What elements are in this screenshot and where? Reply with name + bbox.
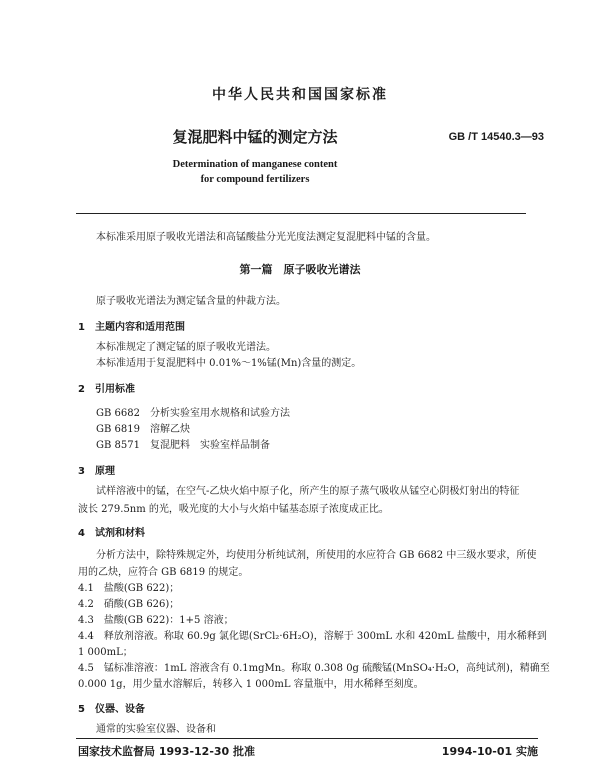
section-2-ref-1: GB 6682 分析实验室用水规格和试验方法 xyxy=(96,408,290,419)
english-title-line-2: for compound fertilizers xyxy=(200,174,310,185)
part-1-title: 第一篇 原子吸收光谱法 xyxy=(239,263,361,276)
section-4-item-4-4-cont: 1 000mL； xyxy=(78,647,133,658)
section-3-heading: 3 原理 xyxy=(78,466,115,477)
document-title: 复混肥料中锰的测定方法 xyxy=(172,128,338,146)
section-3-line-2: 波长 279.5nm 的光，吸光度的大小与火焰中锰基态原子浓度成正比。 xyxy=(78,504,389,515)
section-2-ref-3: GB 8571 复混肥料 实验室样品制备 xyxy=(96,440,270,451)
section-4-item-4-5-cont: 0.000 1g，用少量水溶解后，转移入 1 000mL 容量瓶中，用水稀释至刻度。 xyxy=(78,679,424,690)
approval-date: 国家技术监督局 1993-12-30 批准 xyxy=(78,745,256,758)
national-standard-header: 中华人民共和国国家标准 xyxy=(212,87,388,103)
section-1-line-2: 本标准适用于复混肥料中 0.01%～1%锰(Mn)含量的测定。 xyxy=(96,358,362,369)
part-1-intro: 原子吸收光谱法为测定锰含量的仲裁方法。 xyxy=(96,296,286,307)
scope-intro: 本标准采用原子吸收光谱法和高锰酸盐分光光度法测定复混肥料中锰的含量。 xyxy=(96,232,436,243)
section-4-item-4-3: 4.3 盐酸(GB 622)：1+5 溶液； xyxy=(78,615,234,626)
section-3-line-1: 试样溶液中的锰，在空气-乙炔火焰中原子化，所产生的原子蒸气吸收从锰空心阴极灯射出的特征 xyxy=(96,486,520,497)
section-4-line-1: 分析方法中，除特殊规定外，均使用分析纯试剂，所使用的水应符合 GB 6682 中三级水要求，所使 xyxy=(96,550,537,561)
implementation-date: 1994-10-01 实施 xyxy=(441,745,538,758)
footer-divider xyxy=(76,738,538,739)
section-1-line-1: 本标准规定了测定锰的原子吸收光谱法。 xyxy=(96,342,276,353)
section-4-item-4-2: 4.2 硝酸(GB 626)； xyxy=(78,599,180,610)
header-divider xyxy=(76,213,526,214)
section-4-item-4-1: 4.1 盐酸(GB 622)； xyxy=(78,583,180,594)
section-5-line-1: 通常的实验室仪器、设备和 xyxy=(96,724,216,735)
section-4-item-4-5: 4.5 锰标准溶液：1mL 溶液含有 0.1mgMn。称取 0.308 0g 硫酸锰(MnSO₄·H₂O，高纯试剂)，精确至 xyxy=(78,663,550,674)
standard-number: GB /T 14540.3—93 xyxy=(448,131,544,143)
section-4-heading: 4 试剂和材料 xyxy=(78,528,145,539)
section-4-item-4-4: 4.4 释放剂溶液。称取 60.9g 氯化锶(SrCl₂·6H₂O)，溶解于 300mL 水和 420mL 盐酸中，用水稀释到 xyxy=(78,631,547,642)
section-2-ref-2: GB 6819 溶解乙炔 xyxy=(96,424,190,435)
section-4-line-2: 用的乙炔，应符合 GB 6819 的规定。 xyxy=(78,567,249,578)
english-title-line-1: Determination of manganese content xyxy=(172,159,338,170)
section-5-heading: 5 仪器、设备 xyxy=(78,704,145,715)
section-1-heading: 1 主题内容和适用范围 xyxy=(78,322,185,333)
section-2-heading: 2 引用标准 xyxy=(78,384,135,395)
